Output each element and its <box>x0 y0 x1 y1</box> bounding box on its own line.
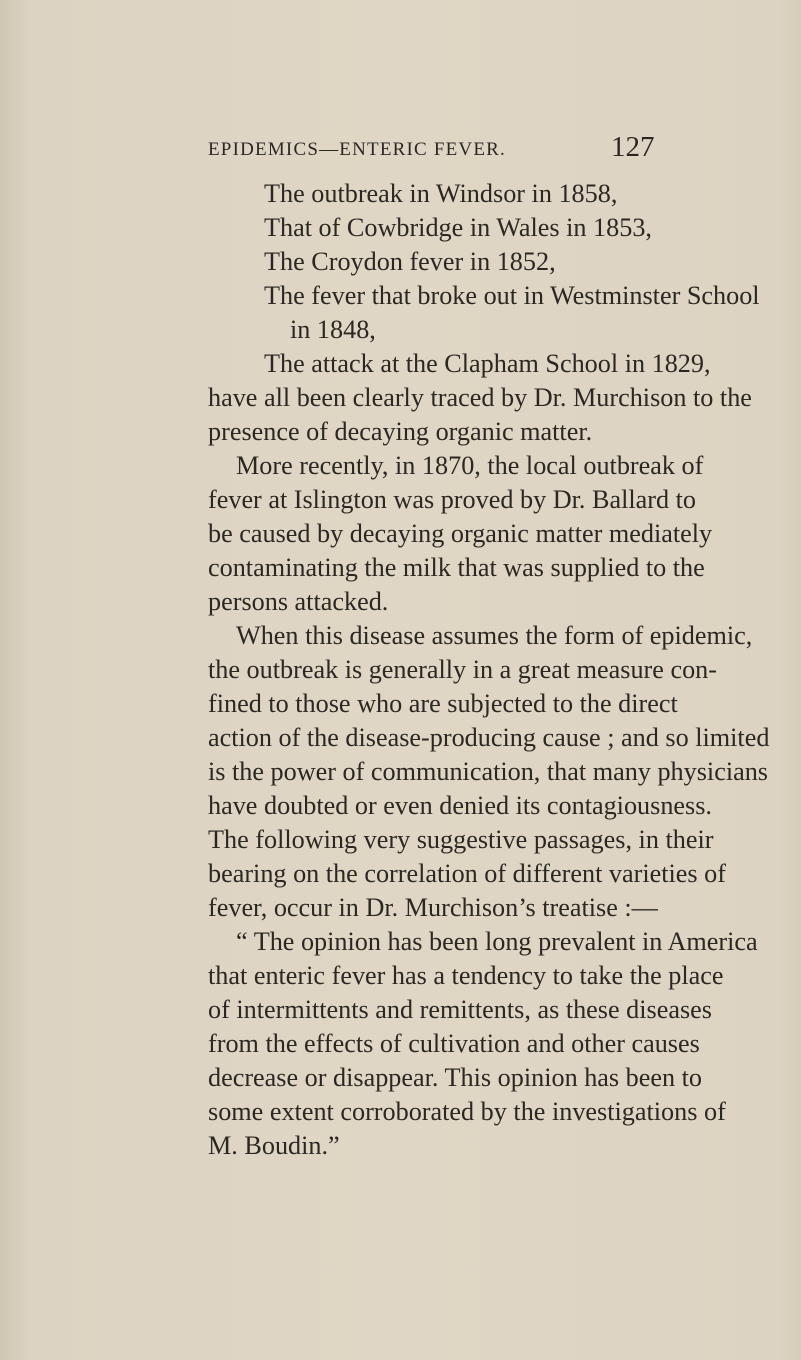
text-line: bearing on the correlation of different varieties of <box>208 859 726 888</box>
text-line: The Croydon fever in 1852, <box>264 247 556 276</box>
page-number: 127 <box>611 131 655 163</box>
page-header <box>208 131 655 171</box>
text-line: of intermittents and remittents, as these diseases <box>208 995 712 1024</box>
text-line: The outbreak in Windsor in 1858, <box>264 179 618 208</box>
text-line: fever at Islington was proved by Dr. Ballard to <box>208 485 696 514</box>
text-line: The following very suggestive passages, in their <box>208 825 714 854</box>
text-line: contaminating the milk that was supplied to the <box>208 553 705 582</box>
text-line: the outbreak is generally in a great measure con- <box>208 655 717 684</box>
text-line: persons attacked. <box>208 587 389 616</box>
text-line: “ The opinion has been long prevalent in America <box>236 927 758 956</box>
text-line: When this disease assumes the form of epidemic, <box>236 621 753 650</box>
text-line: from the effects of cultivation and other causes <box>208 1029 700 1058</box>
text-line: fever, occur in Dr. Murchison’s treatise :— <box>208 893 658 922</box>
text-line: have doubted or even denied its contagiousness. <box>208 791 712 820</box>
text-line: is the power of communication, that many physicians <box>208 757 769 786</box>
text-line: The fever that broke out in Westminster School <box>264 281 760 310</box>
text-line: The attack at the Clapham School in 1829, <box>264 349 711 378</box>
text-line: M. Boudin.” <box>208 1131 340 1160</box>
text-line: That of Cowbridge in Wales in 1853, <box>264 213 652 242</box>
text-line: have all been clearly traced by Dr. Murchison to the <box>208 383 752 412</box>
text-line: fined to those who are subjected to the direct <box>208 689 678 718</box>
text-line: action of the disease-producing cause ; and so limited <box>208 723 770 752</box>
text-line: some extent corroborated by the investigations of <box>208 1097 726 1126</box>
text-line: More recently, in 1870, the local outbreak of <box>236 451 704 480</box>
text-line: decrease or disappear. This opinion has been to <box>208 1063 703 1092</box>
text-line: that enteric fever has a tendency to take the place <box>208 961 724 990</box>
text-line: be caused by decaying organic matter mediately <box>208 519 713 548</box>
text-line: in 1848, <box>290 315 376 344</box>
running-head: EPIDEMICS—ENTERIC FEVER. <box>208 139 506 160</box>
text-line: presence of decaying organic matter. <box>208 417 593 446</box>
